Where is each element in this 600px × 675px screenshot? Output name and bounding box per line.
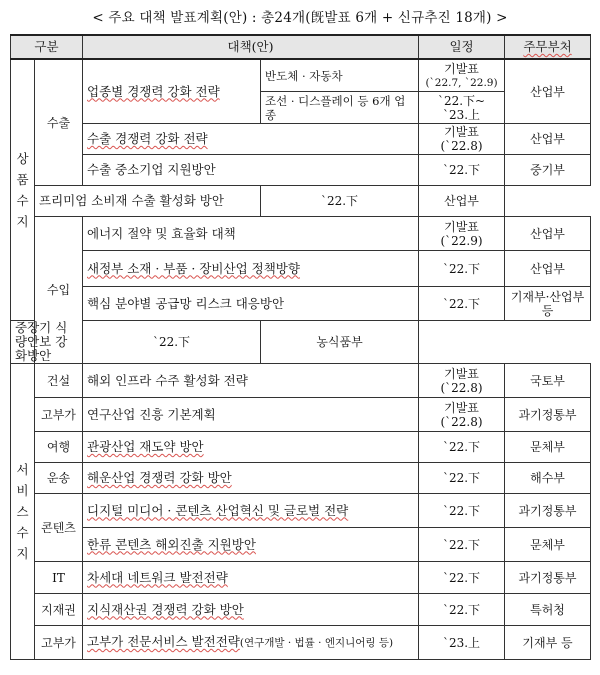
group-high-value: 고부가 (35, 398, 83, 432)
dept-cell: 산업부 (505, 251, 591, 287)
measure-cell: 디지털 미디어 · 콘텐츠 산업혁신 및 글로벌 전략 (83, 494, 419, 528)
category-service: 서 비 스 수 지 (11, 364, 35, 660)
measure-cell: 새정부 소재 · 부품 · 장비산업 정책방향 (83, 251, 419, 287)
measure-cell: 관광산업 재도약 방안 (83, 432, 419, 463)
schedule-cell: 기발표 (`22.8) (419, 398, 505, 432)
dept-cell: 기재부 등 (505, 626, 591, 660)
table-row (11, 398, 591, 432)
measure-cell: 해운산업 경쟁력 강화 방안 (83, 463, 419, 494)
measure-cell: 연구산업 진흥 기본계획 (83, 398, 419, 432)
dept-cell: 농식품부 (261, 321, 419, 364)
measure-cell: 업종별 경쟁력 강화 전략 (83, 59, 261, 124)
schedule-cell: 기발표 (`22.7, `22.9) (419, 59, 505, 92)
schedule-cell: `22.下 (261, 186, 419, 217)
schedule-cell: `22.下 (419, 155, 505, 186)
group-import: 수입 (35, 217, 83, 364)
measure-cell: 차세대 네트워크 발전전략 (83, 562, 419, 594)
measure-cell: 고부가 전문서비스 발전전략(연구개발 · 법률 · 엔지니어링 등) (83, 626, 419, 660)
header-measure: 대책(안) (83, 35, 419, 59)
dept-cell: 과기정통부 (505, 562, 591, 594)
category-goods: 상 품 수 지 (11, 59, 35, 321)
schedule-cell: 기발표 (`22.9) (419, 217, 505, 251)
measure-cell: 지식재산권 경쟁력 강화 방안 (83, 594, 419, 626)
schedule-cell: `22.下 (419, 463, 505, 494)
group-export: 수출 (35, 59, 83, 186)
schedule-cell: `22.下 (419, 251, 505, 287)
schedule-cell: `22.下 (83, 321, 261, 364)
table-row (11, 364, 591, 398)
header-schedule: 일정 (419, 35, 505, 59)
schedule-cell: `22.下 (419, 528, 505, 562)
table-row (11, 494, 591, 528)
header-dept: 주무부처 (505, 35, 591, 59)
dept-cell: 문체부 (505, 432, 591, 463)
table-row (11, 626, 591, 660)
table-row (11, 287, 591, 321)
schedule-cell: 기발표 (`22.8) (419, 364, 505, 398)
table-row (11, 186, 591, 217)
dept-cell: 문체부 (505, 528, 591, 562)
schedule-cell: `22.下~ `23.上 (419, 92, 505, 124)
group-ip: 지재권 (35, 594, 83, 626)
group-contents: 콘텐츠 (35, 494, 83, 562)
table-row (11, 463, 591, 494)
table-row (11, 594, 591, 626)
header-division: 구분 (11, 35, 83, 59)
dept-cell: 해수부 (505, 463, 591, 494)
measure-detail: 반도체 · 자동차 (261, 59, 419, 92)
table-row (11, 432, 591, 463)
measure-note: (연구개발 · 법률 · 엔지니어링 등) (239, 637, 394, 649)
schedule-cell: `23.上 (419, 626, 505, 660)
measure-cell: 프리미엄 소비재 수출 활성화 방안 (35, 186, 261, 217)
group-tourism: 여행 (35, 432, 83, 463)
group-transport: 운송 (35, 463, 83, 494)
dept-cell: 중기부 (505, 155, 591, 186)
group-high-value-2: 고부가 (35, 626, 83, 660)
page-title: < 주요 대책 발표계획(안) : 총24개(旣발표 6개 + 신규추진 18개) > (92, 10, 508, 26)
measure-cell: 에너지 절약 및 효율화 대책 (83, 217, 419, 251)
dept-cell: 산업부 (419, 186, 505, 217)
dept-cell: 과기정통부 (505, 494, 591, 528)
dept-cell: 과기정통부 (505, 398, 591, 432)
table-row (11, 59, 591, 92)
measure-cell: 중장기 식량안보 강화방안 (11, 321, 83, 364)
measure-cell: 수출 경쟁력 강화 전략 (83, 124, 419, 155)
dept-cell: 국토부 (505, 364, 591, 398)
measure-cell: 수출 중소기업 지원방안 (83, 155, 419, 186)
measure-cell: 핵심 분야별 공급망 리스크 대응방안 (83, 287, 419, 321)
schedule-cell: 기발표 (`22.8) (419, 124, 505, 155)
table-row (11, 528, 591, 562)
plan-table (10, 34, 591, 660)
measure-cell: 한류 콘텐츠 해외진출 지원방안 (83, 528, 419, 562)
header-row (11, 35, 591, 59)
schedule-cell: `22.下 (419, 494, 505, 528)
dept-cell: 산업부 (505, 59, 591, 124)
schedule-cell: `22.下 (419, 432, 505, 463)
measure-cell: 해외 인프라 수주 활성화 전략 (83, 364, 419, 398)
dept-cell: 산업부 (505, 124, 591, 155)
schedule-cell: `22.下 (419, 562, 505, 594)
schedule-cell: `22.下 (419, 594, 505, 626)
table-row (11, 251, 591, 287)
table-row (11, 562, 591, 594)
measure-detail: 조선 · 디스플레이 등 6개 업종 (261, 92, 419, 124)
schedule-cell: `22.下 (419, 287, 505, 321)
table-row (11, 155, 591, 186)
table-row (11, 321, 591, 364)
group-it: IT (35, 562, 83, 594)
table-row (11, 124, 591, 155)
group-construction: 건설 (35, 364, 83, 398)
dept-cell: 산업부 (505, 217, 591, 251)
table-row (11, 217, 591, 251)
dept-cell: 특허청 (505, 594, 591, 626)
dept-cell: 기재부·산업부 등 (505, 287, 591, 321)
